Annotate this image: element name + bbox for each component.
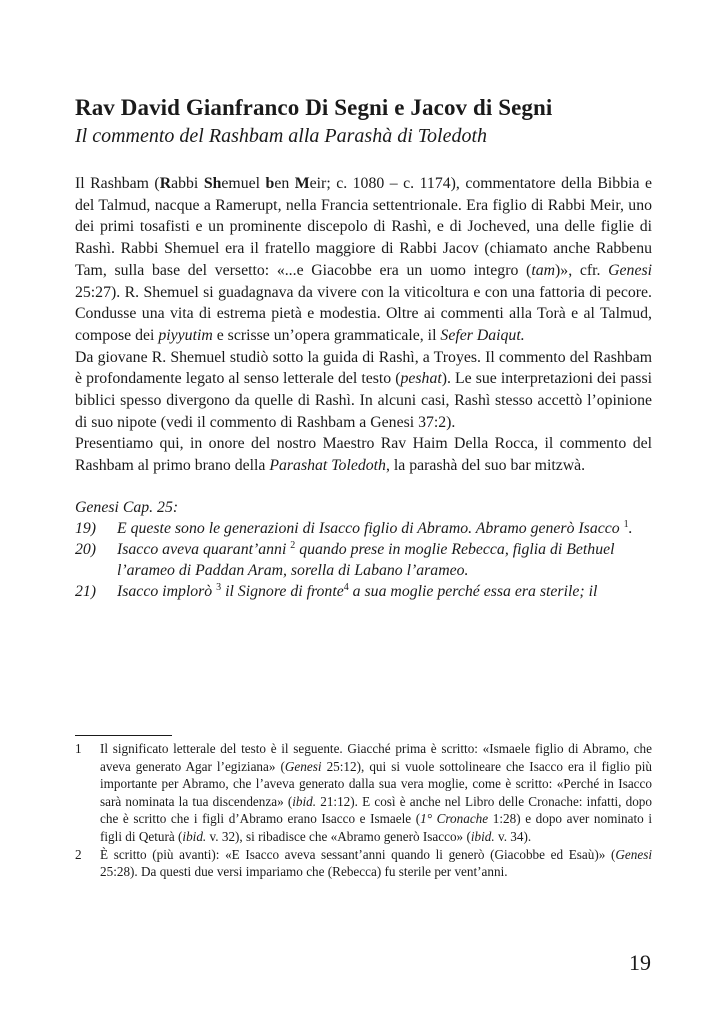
verses-heading: Genesi Cap. 25: (75, 498, 179, 516)
text-run: ibid. (470, 828, 495, 844)
footnote-text (100, 740, 652, 846)
verse-text (117, 539, 652, 581)
text-run: tam (531, 261, 556, 279)
text-run: 1:28) e dopo aver nominato i figli di Qeturà ( (100, 811, 653, 844)
verse-item (75, 518, 652, 539)
text-run: Parashat Toledoth (269, 457, 386, 475)
text-run: Genesi (284, 758, 322, 774)
text-run: , la parashà del suo bar mitzwà. (385, 457, 586, 475)
footnote-ref: 4 (343, 581, 349, 593)
verse-number: 20) (75, 540, 97, 558)
verse-item (75, 539, 652, 581)
page-content (75, 94, 652, 602)
text-run: ibid. (292, 793, 317, 809)
text-run: 25:12), qui si vuole sottolineare che Isacco era il figlio più importante per Abramo, che l’aveva generato dalla sua vera moglie, come è scritto: «Perché in Isacco sarà nominata la tua discendenza» ( (100, 758, 652, 809)
text-run: e scrisse un’opera grammaticale, il (212, 326, 441, 344)
text-run: Genesi (615, 846, 652, 862)
text-run: E queste sono le generazioni di Isacco figlio di Abramo. Abramo generò Isacco (117, 519, 624, 537)
text-run: 25:27). R. Shemuel si guadagnava da vivere con la viticoltura e con una fattoria di pecore. Condusse una vita di estrema pietà e modestia. Oltre ai commenti alla Torà e al Talmud, compose dei (75, 283, 652, 344)
text-run: Isacco implorò (117, 582, 217, 600)
footnote-rule (75, 735, 172, 736)
text-run: È scritto (più avanti): «E Isacco aveva sessant’anni quando li generò (Giacobbe ed Esaù)» ( (100, 846, 616, 862)
text-run: Il significato letterale del testo è il seguente. Giacché prima è scritto: «Ismaele figlio di Abramo, che aveva generato Agar l’egiziana» ( (100, 741, 652, 774)
text-run: quando prese in moglie Rebecca, figlia di Bethuel l’arameo di Paddan Aram, sorella di Labano l’arameo. (117, 540, 615, 579)
body-paragraph (75, 173, 652, 347)
text-run: Presentiamo qui, in onore del nostro Maestro Rav Haim Della Rocca, il commento del Rashbam al primo brano della (75, 435, 652, 475)
text-run: v. 32), si ribadisce che «Abramo generò Isacco» ( (206, 828, 471, 844)
text-run: ibid. (182, 828, 207, 844)
footnote-text (100, 846, 652, 881)
footnote-ref: 1 (623, 518, 629, 530)
text-run: . (628, 519, 633, 537)
text-run: 21:12). E così è anche nel Libro delle Cronache: infatti, dopo che è scritto che i figli d’Abramo erano Isacco e Ismaele ( (100, 793, 652, 827)
text-run: eir; c. 1080 – c. 1174), commentatore della Bibbia e del Talmud, nacque a Ramerupt, nella Francia settentrionale. Era figlio di Rabbi Meir, uno dei primi tosafisti e un prominente discepolo di Rashì, e di Jocheved, una delle figlie di Rashì. Rabbi Shemuel era il fratello maggiore di Rabbi Jacov (chiamato anche Rabbenu Tam, sulla base del versetto: «...e Giacobbe era un uomo integro ( (75, 175, 653, 279)
footnote (75, 740, 652, 846)
text-run: Sh (203, 175, 222, 192)
text-run: M (294, 175, 310, 192)
article-title: Rav David Gianfranco Di Segni e Jacov di Segni (75, 95, 553, 120)
page-number: 19 (629, 950, 651, 975)
text-run: )», cfr. (555, 261, 609, 279)
text-run: Da giovane R. Shemuel studiò sotto la guida di Rashì, a Troyes. Il commento del Rashbam è profondamente legato al senso letterale del testo ( (75, 348, 652, 388)
verse-text (117, 518, 652, 539)
text-run: emuel (221, 175, 266, 192)
verse-number: 19) (75, 519, 97, 537)
footnote-number: 2 (75, 846, 82, 862)
text-run: Isacco aveva quarant’anni (117, 540, 291, 558)
text-run: ). Le sue interpretazioni dei passi biblici spesso divergono da quelle di Rashì. In alcuni casi, Rashì stesso accettò l’opinione di suo nipote (vedi il commento di Rashbam a Genesi 37:2). (75, 370, 652, 431)
footnote-ref: 3 (216, 581, 222, 593)
text-run: a sua moglie perché essa era sterile; il (348, 582, 598, 600)
text-run: il Signore di fronte (221, 582, 344, 600)
text-run: peshat (400, 370, 442, 388)
text-run: 25:28). Da questi due versi impariamo che (Rebecca) fu sterile per vent’anni. (100, 864, 508, 880)
text-run: piyyutim (158, 326, 213, 344)
text-run: Sefer Daiqut. (440, 326, 525, 344)
footnote (75, 846, 652, 881)
footnotes (75, 740, 652, 881)
footnote-ref: 2 (290, 539, 296, 551)
verse-item (75, 581, 652, 602)
verse-list (75, 518, 652, 602)
text-run: 1° Cronache (420, 811, 489, 827)
body-text (75, 173, 652, 477)
text-run: Genesi (608, 261, 653, 279)
text-run: abbi (171, 175, 204, 192)
text-run: b (265, 175, 275, 192)
verse-number: 21) (75, 582, 97, 600)
footnote-number: 1 (75, 741, 82, 756)
body-paragraph (75, 433, 652, 476)
verses-block (75, 497, 652, 602)
verse-text (117, 581, 652, 602)
text-run: v. 34). (494, 828, 532, 844)
body-paragraph (75, 347, 652, 434)
article-subtitle: Il commento del Rashbam alla Parashà di Toledoth (75, 125, 488, 147)
text-run: R (159, 175, 172, 192)
text-run: en (274, 175, 295, 192)
text-run: Il Rashbam ( (75, 175, 160, 192)
